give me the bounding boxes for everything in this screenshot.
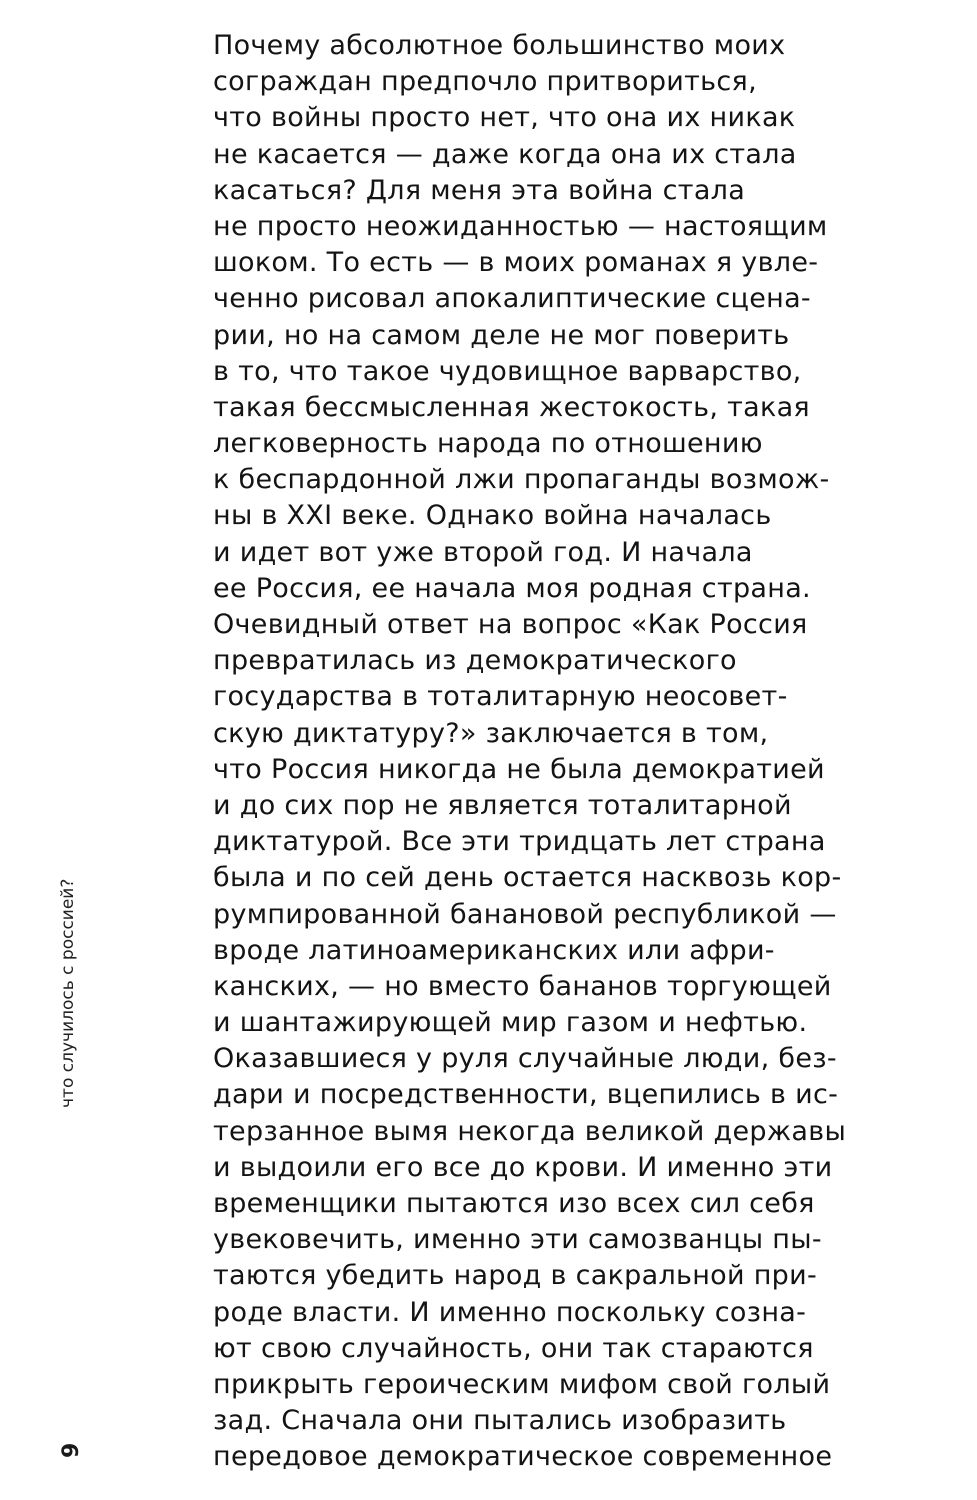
text-line: диктатурой. Все эти тридцать лет страна <box>213 826 826 858</box>
text-line: сограждан предпочло притвориться, <box>213 66 757 98</box>
text-line: и идет вот уже второй год. И начала <box>213 536 753 568</box>
text-line: таются убедить народ в сакральной при- <box>213 1260 818 1292</box>
text-line: и до сих пор не является тоталитарной <box>213 789 792 821</box>
text-line: Очевидный ответ на вопрос «Как Россия <box>213 609 808 640</box>
text-line: что войны просто нет, что она их никак <box>213 102 796 134</box>
text-line: что Россия никогда не была демократией <box>213 753 825 785</box>
text-line: в то, что такое чудовищное варварство, <box>213 355 802 387</box>
text-line: легковерность народа по отношению <box>213 428 763 460</box>
text-line: не просто неожиданностью — настоящим <box>213 210 828 242</box>
text-line: ют свою случайность, они так стараются <box>213 1332 814 1364</box>
body-text <box>213 28 953 1476</box>
text-line: скую диктатуру?» заключается в том, <box>213 717 769 749</box>
text-line: ченно рисовал апокалиптические сцена- <box>213 283 811 315</box>
text-line: терзанное вымя некогда великой державы <box>213 1115 847 1147</box>
text-line: рии, но на самом деле не мог поверить <box>213 319 790 351</box>
text-line: канских, — но вместо бананов торгующей <box>213 970 832 1002</box>
text-line: такая бессмысленная жестокость, такая <box>213 391 810 423</box>
text-line: шоком. То есть — в моих романах я увле- <box>213 247 819 279</box>
text-line: роде власти. И именно поскольку созна- <box>213 1296 807 1328</box>
text-line: ны в XXI веке. Однако война началась <box>213 500 772 532</box>
text-line: к беспардонной лжи пропаганды возмож- <box>213 464 830 496</box>
text-line: Почему абсолютное большинство моих <box>213 30 786 61</box>
text-line: увековечить, именно эти самозванцы пы- <box>213 1224 822 1256</box>
text-line: не касается — даже когда она их стала <box>213 138 797 170</box>
text-line: временщики пытаются изо всех сил себя <box>213 1188 815 1219</box>
text-line: ее Россия, ее начала моя родная страна. <box>213 572 811 604</box>
text-line: и выдоили его все до крови. И именно эти <box>213 1151 833 1183</box>
text-line: Оказавшиеся у руля случайные люди, без- <box>213 1043 837 1075</box>
text-line: вроде латиноамериканских или афри- <box>213 934 775 966</box>
text-line: касаться? Для меня эта война стала <box>213 174 746 206</box>
text-line: была и по сей день остается насквозь кор- <box>213 862 842 894</box>
text-line: дари и посредственности, вцепились в ис- <box>213 1079 839 1111</box>
text-line: прикрыть героическим мифом свой голый <box>213 1368 831 1400</box>
text-line: румпированной банановой республикой — <box>213 898 837 930</box>
text-line: передовое демократическое современное <box>213 1441 833 1473</box>
text-line: и шантажирующей мир газом и нефтью. <box>213 1007 808 1039</box>
text-line: зад. Сначала они пытались изобразить <box>213 1405 787 1437</box>
page-number: 9 <box>59 1442 84 1458</box>
running-head: что случилось с россией? <box>58 878 78 1108</box>
text-line: превратилась из демократического <box>213 645 737 677</box>
text-line: государства в тоталитарную неосовет- <box>213 681 788 713</box>
